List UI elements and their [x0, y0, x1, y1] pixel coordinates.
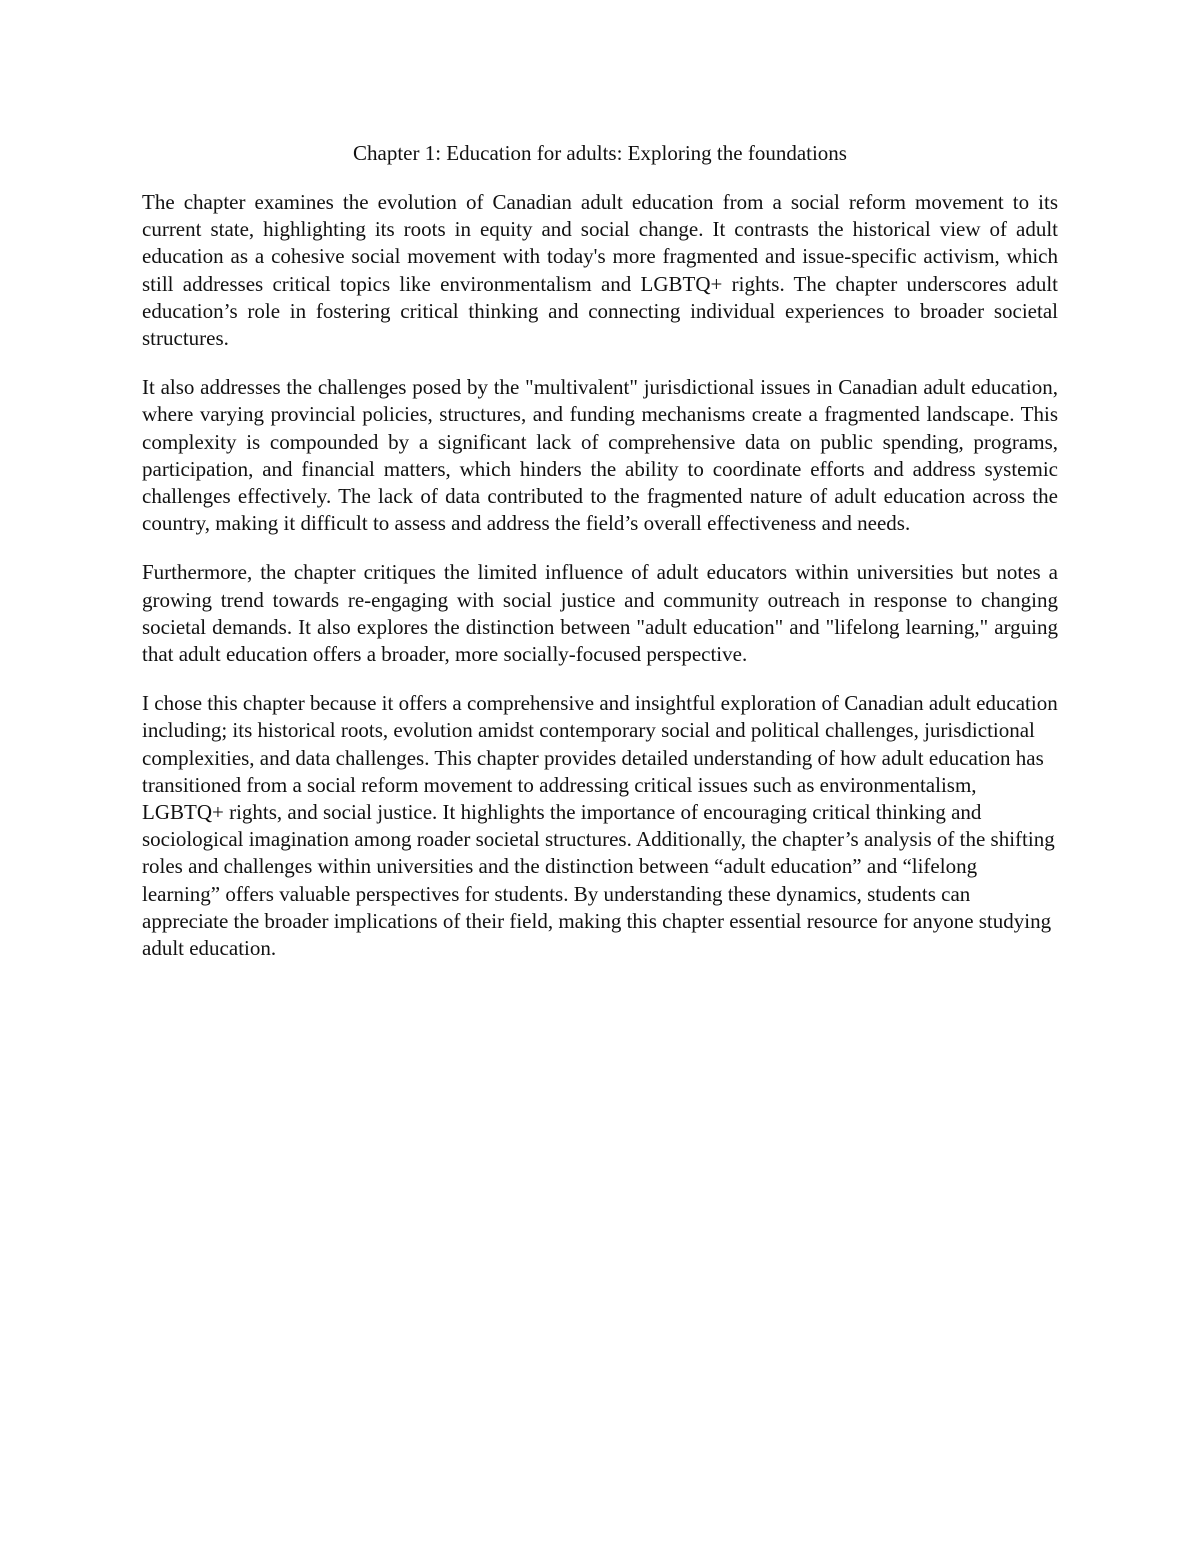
paragraph-jurisdiction: It also addresses the challenges posed by the "multivalent" jurisdictional issues in Canadian adult education, where varying provincial policies, structures, and funding mechanisms create a fragmented landscape. This complexity is compounded by a significant lack of comprehensive data on public spending, programs, participation, and financial matters, which hinders the ability to coordinate efforts and address systemic challenges effectively. The lack of data contributed to the fragmented nature of adult education across the country, making it difficult to assess and address the field’s overall effectiveness and needs.	[142, 375, 1058, 536]
page-title: Chapter 1: Education for adults: Exploring the foundations	[353, 141, 847, 165]
paragraph-summary: The chapter examines the evolution of Canadian adult education from a social reform movement to its current state, highlighting its roots in equity and social change. It contrasts the historical view of adult education as a cohesive social movement with today's more fragmented and issue-specific activism, which still addresses critical topics like environmentalism and LGBTQ+ rights. The chapter underscores adult education’s role in fostering critical thinking and connecting individual experiences to broader societal structures.	[142, 190, 1058, 351]
document-body	[142, 140, 1058, 984]
paragraph-universities: Furthermore, the chapter critiques the limited influence of adult educators within universities but notes a growing trend towards re-engaging with social justice and community outreach in response to changing societal demands. It also explores the distinction between "adult education" and "lifelong learning," arguing that adult education offers a broader, more socially-focused perspective.	[142, 560, 1058, 667]
paragraph-reason: I chose this chapter because it offers a comprehensive and insightful exploration of Canadian adult education including; its historical roots, evolution amidst contemporary social and political challenges, jurisdictional complexities, and data challenges. This chapter provides detailed understanding of how adult education has transitioned from a social reform movement to addressing critical issues such as environmentalism, LGBTQ+ rights, and social justice. It highlights the importance of encouraging critical thinking and sociological imagination among roader societal structures. Additionally, the chapter’s analysis of the shifting roles and challenges within universities and the distinction between “adult education” and “lifelong learning” offers valuable perspectives for students. By understanding these dynamics, students can appreciate the broader implications of their field, making this chapter essential resource for anyone studying adult education.	[142, 691, 1058, 961]
